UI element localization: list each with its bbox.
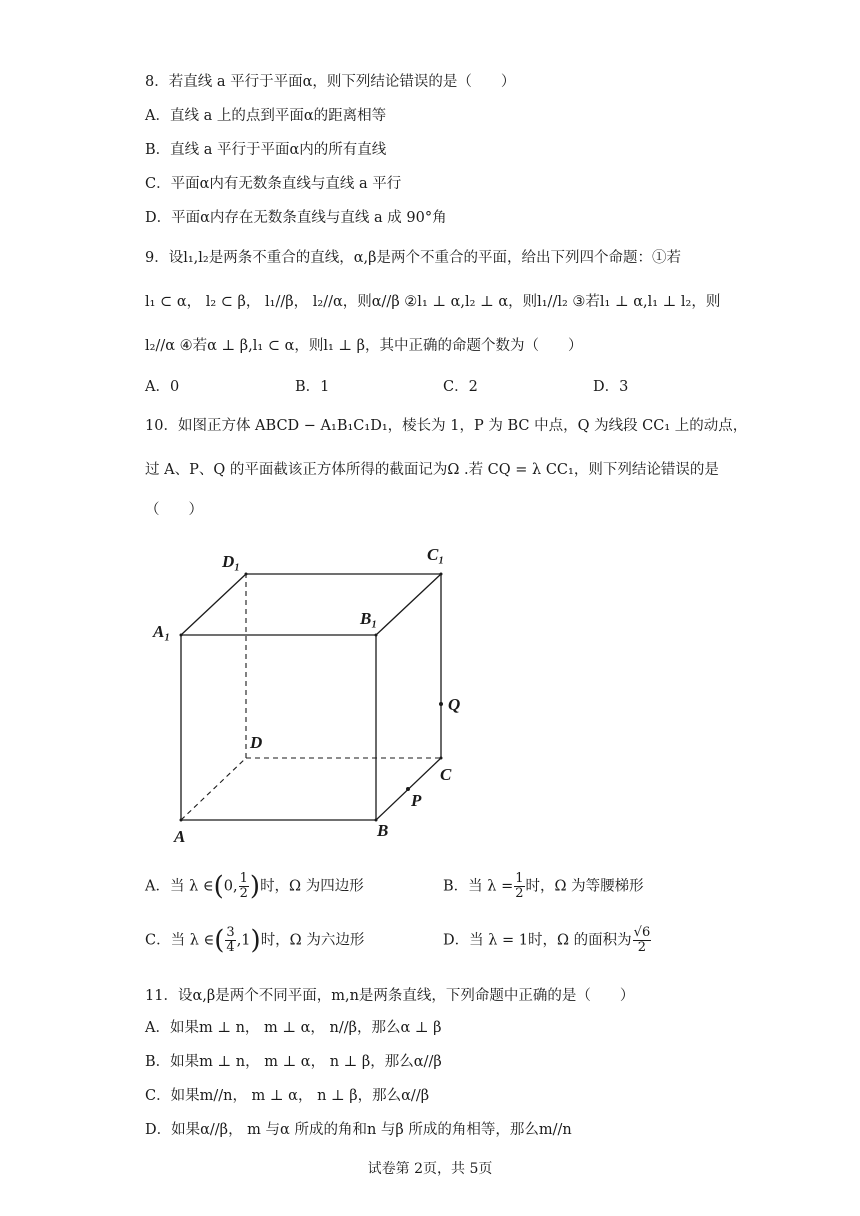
- fraction-three-quarters: $\frac{3}{4}$: [226, 925, 235, 955]
- q8-option-b: B．直线 a 平行于平面α内的所有直线: [145, 142, 387, 158]
- point-p: [406, 787, 410, 791]
- point-d1: [245, 573, 248, 576]
- point-b1: [375, 634, 378, 637]
- q10-option-d: D．当 λ = 1时，Ω 的面积为 $\frac{√6}{2}$: [443, 925, 651, 955]
- label-b: B: [377, 821, 389, 840]
- label-c: C: [440, 765, 452, 784]
- q9-line-1: 9．设l₁,l₂是两条不重合的直线，α,β是两个不重合的平面，给出下列四个命题：①若: [145, 250, 682, 266]
- label-q: Q: [448, 695, 461, 714]
- fraction-sqrt6-over-2: $\frac{√6}{2}$: [633, 925, 651, 955]
- point-q: [439, 702, 443, 706]
- fraction-half-b: $\frac{1}{2}$: [515, 871, 524, 901]
- q8-option-d: D．平面α内存在无数条直线与直线 a 成 90°角: [145, 210, 447, 226]
- q9-option-d: D．3: [593, 379, 629, 395]
- q8-option-c: C．平面α内有无数条直线与直线 a 平行: [145, 176, 402, 192]
- q10-line-3: （ ）: [145, 502, 203, 518]
- edge-a-d-hidden: [181, 758, 246, 820]
- q9-line-2: l₁ ⊂ α， l₂ ⊂ β， l₁//β， l₂//α，则α//β ②l₁ ⊥ α,l₂ ⊥ α，则l₁//l₂ ③若l₁ ⊥ α,l₁ ⊥ l₂，则: [145, 294, 721, 310]
- label-c1: C₁: [427, 545, 445, 564]
- q8-stem: 8．若直线 a 平行于平面α，则下列结论错误的是（ ）: [145, 74, 516, 90]
- q9-line-3: l₂//α ④若α ⊥ β,l₁ ⊂ α，则l₁ ⊥ β，其中正确的命题个数为（ ）: [145, 338, 583, 354]
- label-a: A: [174, 827, 186, 846]
- q11-option-c: C．如果m//n， m ⊥ α， n ⊥ β，那么α//β: [145, 1088, 430, 1104]
- label-b1: B₁: [360, 609, 378, 628]
- label-p: P: [411, 791, 422, 810]
- q9-option-c: C．2: [443, 379, 478, 395]
- q11-option-a: A．如果m ⊥ n， m ⊥ α， n//β，那么α ⊥ β: [145, 1020, 442, 1036]
- q11-option-d: D．如果α//β， m 与α 所成的角和n 与β 所成的角相等，那么m//n: [145, 1122, 572, 1138]
- q10-option-b: B．当 λ = $\frac{1}{2}$ 时，Ω 为等腰梯形: [443, 871, 644, 901]
- q10-option-c: C．当 λ ∈( $\frac{3}{4}$ ,1)时，Ω 为六边形: [145, 925, 365, 956]
- q11-stem: 11．设α,β是两个不同平面，m,n是两条直线，下列命题中正确的是（ ）: [145, 988, 635, 1004]
- q11-option-b: B．如果m ⊥ n， m ⊥ α， n ⊥ β，那么α//β: [145, 1054, 442, 1070]
- q8-option-a: A．直线 a 上的点到平面α的距离相等: [145, 108, 387, 124]
- q10-line-1: 10．如图正方体 ABCD − A₁B₁C₁D₁，棱长为 1，P 为 BC 中点，Q 为线段 CC₁ 上的动点，: [145, 418, 748, 434]
- label-a1: A₁: [153, 622, 171, 641]
- q9-option-a: A．0: [145, 379, 180, 395]
- page-footer: 试卷第 2页，共 5页: [367, 1161, 493, 1177]
- fraction-half-a: $\frac{1}{2}$: [239, 871, 248, 901]
- q10-option-a: A．当 λ ∈(0, $\frac{1}{2}$ )时，Ω 为四边形: [145, 871, 364, 902]
- point-a: [180, 819, 183, 822]
- point-a1: [180, 634, 183, 637]
- edge-a1-d1: [181, 574, 246, 635]
- point-c1: [440, 573, 443, 576]
- label-d: D: [250, 733, 263, 752]
- edge-c1-b1: [376, 574, 441, 635]
- q10-line-2: 过 A、P、Q 的平面截该正方体所得的截面记为Ω .若 CQ = λ CC₁，则下列结论错误的是: [145, 462, 719, 478]
- q9-option-b: B．1: [295, 379, 330, 395]
- label-d1: D₁: [222, 552, 241, 571]
- point-c: [440, 757, 443, 760]
